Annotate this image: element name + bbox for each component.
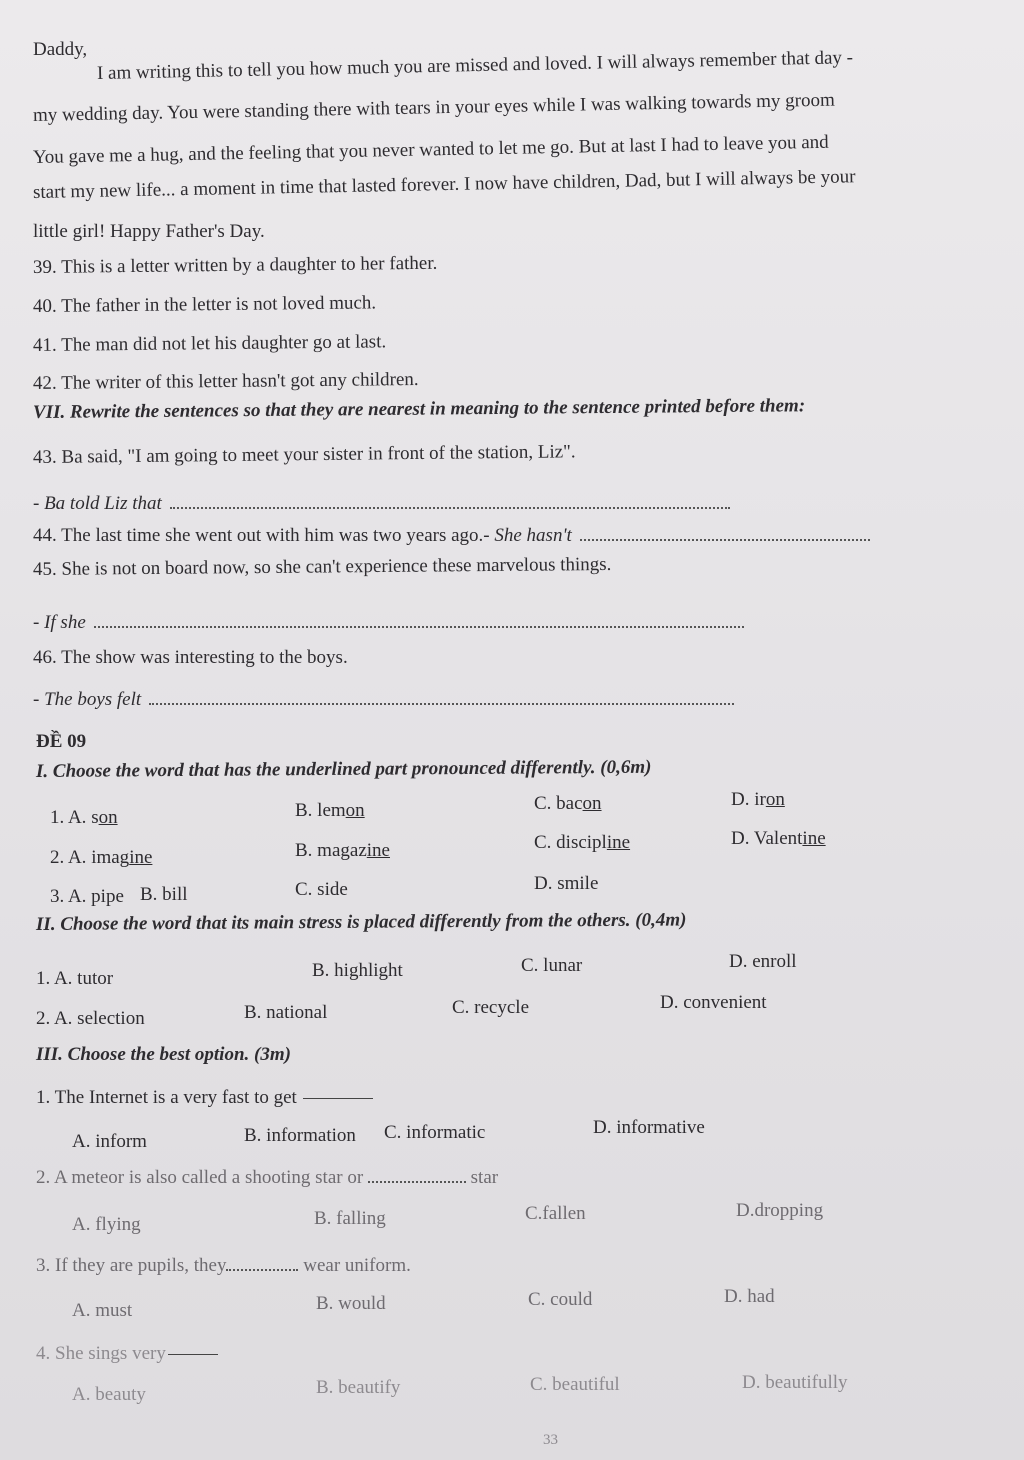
page-number: 33	[543, 1432, 558, 1448]
p3-q3-c[interactable]: C. could	[528, 1289, 593, 1310]
answer-44-prompt: She hasn't	[494, 525, 572, 546]
question-44: 44. The last time she went out with him was two years ago.-	[33, 525, 490, 546]
p1-q2-b[interactable]: B. magazine	[295, 840, 390, 861]
answer-45-line[interactable]	[33, 611, 744, 635]
p1-q3-d[interactable]: D. smile	[534, 873, 599, 894]
p3-q4-blank	[168, 1354, 218, 1355]
answer-43-line[interactable]	[33, 492, 730, 516]
question-45: 45. She is not on board now, so she can't experience these marvelous things.	[32, 553, 612, 580]
part-1-heading: I. Choose the word that has the underlined part pronounced differently. (0,6m)	[35, 756, 652, 782]
p3-q3-a[interactable]: A. must	[72, 1300, 133, 1321]
p3-q1-blank	[303, 1098, 373, 1099]
letter-salutation: Daddy,	[33, 39, 88, 60]
question-46: 46. The show was interesting to the boys.	[33, 647, 348, 668]
p3-question-1: 1. The Internet is a very fast to get	[36, 1086, 373, 1110]
p2-q1-d[interactable]: D. enroll	[729, 951, 797, 972]
p1-q1-a[interactable]: 1. A. son	[50, 807, 118, 828]
answer-44-blank	[580, 525, 870, 541]
p3-q1-b[interactable]: B. information	[244, 1125, 356, 1146]
answer-43-blank	[170, 493, 730, 509]
statement-39: 39. This is a letter written by a daughter to her father.	[32, 252, 438, 278]
p3-q2-d[interactable]: D.dropping	[736, 1200, 824, 1221]
answer-46-prompt: - The boys felt	[33, 689, 142, 710]
p2-q2-b[interactable]: B. national	[244, 1002, 328, 1023]
p1-q2-a[interactable]: 2. A. imagine	[50, 847, 153, 868]
p3-q2-b[interactable]: B. falling	[314, 1208, 386, 1229]
statement-42: 42. The writer of this letter hasn't got any children.	[32, 368, 419, 394]
p1-q3-c[interactable]: C. side	[295, 879, 348, 900]
p3-question-4: 4. She sings very	[36, 1342, 218, 1366]
answer-43-prompt: - Ba told Liz that	[33, 493, 162, 514]
p2-q1-a[interactable]: 1. A. tutor	[36, 968, 114, 989]
section-7-heading: VII. Rewrite the sentences so that they are nearest in meaning to the sentence printed before them:	[32, 395, 806, 423]
answer-45-blank	[94, 612, 744, 628]
p2-q2-c[interactable]: C. recycle	[452, 997, 530, 1018]
p3-q3-b[interactable]: B. would	[316, 1293, 386, 1314]
p1-q3-a[interactable]: 3. A. pipe	[50, 886, 124, 907]
p1-q1-d[interactable]: D. iron	[731, 789, 785, 810]
p3-question-2: 2. A meteor is also called a shooting star or star	[36, 1167, 499, 1188]
question-44-line[interactable]	[33, 524, 870, 548]
answer-46-blank	[149, 689, 734, 705]
p3-q2-a[interactable]: A. flying	[72, 1214, 141, 1235]
p1-q1-b[interactable]: B. lemon	[295, 800, 365, 821]
letter-line-5: little girl! Happy Father's Day.	[33, 221, 265, 242]
test-title: ĐỀ 09	[36, 731, 87, 752]
p2-q1-c[interactable]: C. lunar	[521, 955, 583, 976]
p3-q3-blank	[226, 1255, 298, 1271]
p2-q2-d[interactable]: D. convenient	[660, 992, 767, 1013]
part-2-heading: II. Choose the word that its main stress is placed differently from the others. (0,4m)	[35, 909, 687, 935]
p1-q3-b[interactable]: B. bill	[140, 884, 188, 905]
letter-line-3: You gave me a hug, and the feeling that you never wanted to let me go. But at last I had to leave you and	[32, 131, 829, 168]
p3-q1-c[interactable]: C. informatic	[384, 1122, 486, 1143]
p3-question-3: 3. If they are pupils, they wear uniform.	[36, 1255, 411, 1276]
letter-line-2: my wedding day. You were standing there with tears in your eyes while I was walking towards my groom	[32, 89, 835, 126]
p2-q1-b[interactable]: B. highlight	[312, 960, 403, 981]
p1-q1-c[interactable]: C. bacon	[534, 793, 602, 814]
p3-q3-d[interactable]: D. had	[724, 1286, 775, 1307]
p3-q4-b[interactable]: B. beautify	[316, 1377, 401, 1398]
p2-q2-a[interactable]: 2. A. selection	[36, 1008, 145, 1029]
p1-q2-d[interactable]: D. Valentine	[731, 828, 826, 849]
part-3-heading: III. Choose the best option. (3m)	[36, 1044, 291, 1065]
answer-45-prompt: - If she	[33, 612, 86, 633]
p3-q4-c[interactable]: C. beautiful	[530, 1374, 620, 1395]
p3-q1-d[interactable]: D. informative	[593, 1117, 705, 1138]
p3-q2-c[interactable]: C.fallen	[525, 1203, 586, 1224]
statement-41: 41. The man did not let his daughter go at last.	[32, 331, 387, 356]
question-43: 43. Ba said, "I am going to meet your sister in front of the station, Liz".	[32, 441, 576, 468]
statement-40: 40. The father in the letter is not loved much.	[32, 292, 377, 317]
p3-q2-blank	[368, 1167, 466, 1183]
letter-line-1: I am writing this to tell you how much you are missed and loved. I will always remember that day -	[96, 47, 854, 84]
p3-q4-a[interactable]: A. beauty	[72, 1384, 146, 1405]
answer-46-line[interactable]	[33, 688, 734, 712]
letter-line-4: start my new life... a moment in time that lasted forever. I now have children, Dad, but I will always be your	[32, 166, 856, 203]
p3-q1-a[interactable]: A. inform	[72, 1131, 147, 1152]
p3-q4-d[interactable]: D. beautifully	[742, 1372, 848, 1393]
p1-q2-c[interactable]: C. discipline	[534, 832, 631, 853]
